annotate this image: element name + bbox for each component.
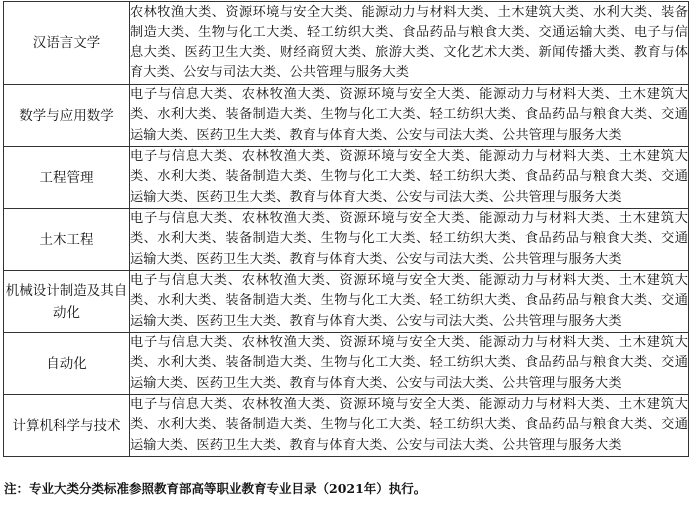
table-row <box>4 271 689 333</box>
major-name-cell: 土木工程 <box>4 209 130 271</box>
table-row <box>4 333 689 395</box>
category-list-cell: 电子与信息大类、农林牧渔大类、资源环境与安全大类、能源动力与材料大类、土木建筑大类、水利大类、装备制造大类、生物与化工大类、轻工纺织大类、食品药品与粮食大类、交通运输大类、医药卫生大类、教育与体育大类、公安与司法大类、公共管理与服务大类 <box>130 147 689 209</box>
category-list-cell: 电子与信息大类、农林牧渔大类、资源环境与安全大类、能源动力与材料大类、土木建筑大类、水利大类、装备制造大类、生物与化工大类、轻工纺织大类、食品药品与粮食大类、交通运输大类、医药卫生大类、教育与体育大类、公安与司法大类、公共管理与服务大类 <box>130 209 689 271</box>
major-name-cell: 汉语言文学 <box>4 2 130 85</box>
major-category-table <box>3 1 689 457</box>
major-name-cell: 计算机科学与技术 <box>4 395 130 457</box>
major-name-cell: 自动化 <box>4 333 130 395</box>
table-row <box>4 85 689 147</box>
table-row <box>4 147 689 209</box>
major-name-cell: 数学与应用数学 <box>4 85 130 147</box>
table-footnote: 注：专业大类分类标准参照教育部高等职业教育专业目录（2021年）执行。 <box>4 481 427 496</box>
major-name-cell: 工程管理 <box>4 147 130 209</box>
category-list-cell: 电子与信息大类、农林牧渔大类、资源环境与安全大类、能源动力与材料大类、土木建筑大类、水利大类、装备制造大类、生物与化工大类、轻工纺织大类、食品药品与粮食大类、交通运输大类、医药卫生大类、教育与体育大类、公安与司法大类、公共管理与服务大类 <box>130 271 689 333</box>
category-list-cell: 电子与信息大类、农林牧渔大类、资源环境与安全大类、能源动力与材料大类、土木建筑大类、水利大类、装备制造大类、生物与化工大类、轻工纺织大类、食品药品与粮食大类、交通运输大类、医药卫生大类、教育与体育大类、公安与司法大类、公共管理与服务大类 <box>130 395 689 457</box>
category-list-cell: 电子与信息大类、农林牧渔大类、资源环境与安全大类、能源动力与材料大类、土木建筑大类、水利大类、装备制造大类、生物与化工大类、轻工纺织大类、食品药品与粮食大类、交通运输大类、医药卫生大类、教育与体育大类、公安与司法大类、公共管理与服务大类 <box>130 333 689 395</box>
category-list-cell: 农林牧渔大类、资源环境与安全大类、能源动力与材料大类、土木建筑大类、水利大类、装备制造大类、生物与化工大类、轻工纺织大类、食品药品与粮食大类、交通运输大类、电子与信息大类、医药卫生大类、财经商贸大类、旅游大类、文化艺术大类、新闻传播大类、教育与体育大类、公安与司法大类、公共管理与服务大类 <box>130 2 689 85</box>
table-row <box>4 2 689 85</box>
category-list-cell: 电子与信息大类、农林牧渔大类、资源环境与安全大类、能源动力与材料大类、土木建筑大类、水利大类、装备制造大类、生物与化工大类、轻工纺织大类、食品药品与粮食大类、交通运输大类、医药卫生大类、教育与体育大类、公安与司法大类、公共管理与服务大类 <box>130 85 689 147</box>
table-row <box>4 209 689 271</box>
major-name-cell: 机械设计制造及其自动化 <box>4 271 130 333</box>
table-row <box>4 395 689 457</box>
